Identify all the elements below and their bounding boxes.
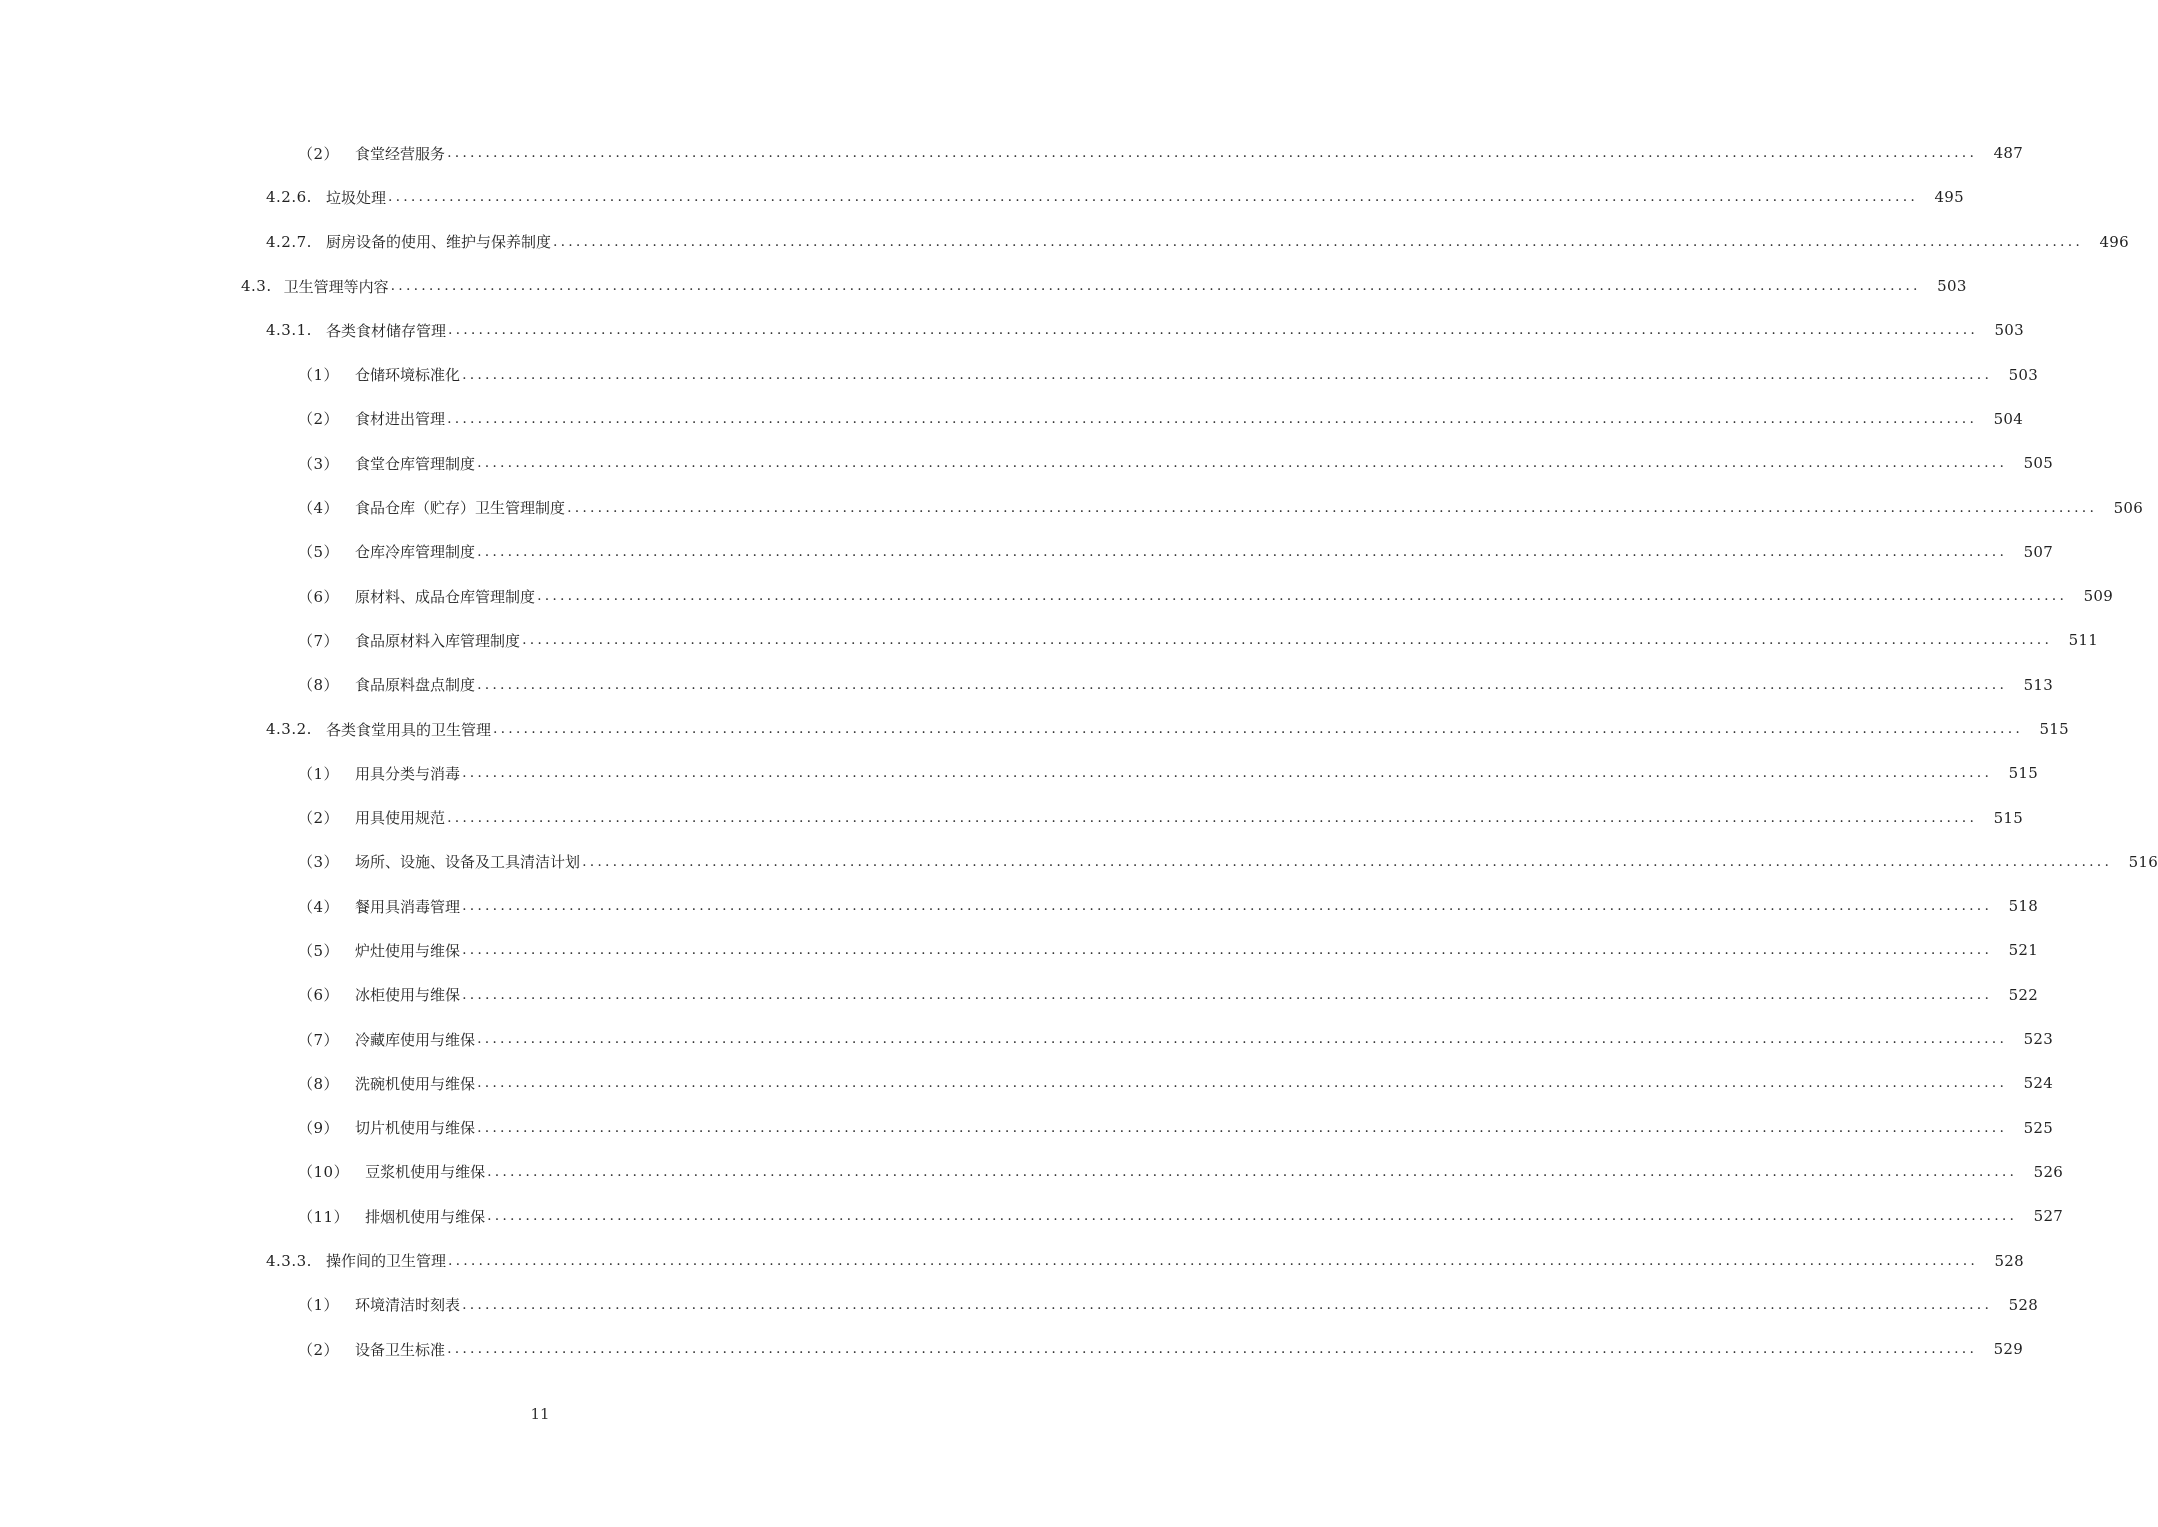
dot-leader: ........................................................................................................................................................................................................: [462, 942, 1993, 959]
toc-entry-page: 503: [1994, 321, 2024, 340]
toc-entry-number: 4.2.6.: [266, 188, 312, 207]
toc-entry-title: 餐用具消毒管理: [355, 897, 461, 916]
dot-leader: ........................................................................................................................................................................................................: [387, 189, 1918, 206]
toc-entry-number: （5）: [298, 543, 340, 562]
toc-entry-number: （3）: [298, 454, 340, 473]
toc-entry-page: 505: [2023, 454, 2054, 473]
toc-entry-title: 垃圾处理: [325, 188, 386, 207]
toc-entry[interactable]: [0, 485, 2144, 529]
toc-entry[interactable]: [0, 795, 2024, 839]
toc-entry[interactable]: [0, 1017, 2054, 1061]
toc-entry-page: 487: [1993, 144, 2024, 163]
toc-entry-number: （1）: [298, 366, 340, 385]
dot-leader: ........................................................................................................................................................................................................: [447, 809, 1978, 826]
dot-leader: ........................................................................................................................................................................................................: [462, 898, 1993, 915]
toc-entry-page: 515: [1993, 808, 2024, 827]
toc-entry-number: （11）: [298, 1207, 350, 1226]
toc-entry-title: 冰柜使用与维保: [355, 986, 461, 1005]
toc-entry-page: 529: [1993, 1340, 2024, 1359]
toc-entry[interactable]: [0, 1194, 2064, 1238]
toc-entry[interactable]: [0, 441, 2054, 485]
toc-entry-title: 用具分类与消毒: [355, 764, 461, 783]
dot-leader: ........................................................................................................................................................................................................: [522, 632, 2053, 649]
toc-entry-page: 522: [2008, 985, 2039, 1004]
toc-entry-page: 521: [2008, 941, 2039, 960]
toc-entry-number: （6）: [298, 986, 340, 1005]
toc-entry[interactable]: [0, 663, 2054, 707]
dot-leader: ........................................................................................................................................................................................................: [462, 1296, 1993, 1313]
dot-leader: ........................................................................................................................................................................................................: [477, 455, 2008, 472]
toc-entry-title: 炉灶使用与维保: [355, 941, 461, 960]
dot-leader: ........................................................................................................................................................................................................: [477, 1119, 2008, 1136]
toc-entry-number: （8）: [298, 1074, 340, 1093]
dot-leader: ........................................................................................................................................................................................................: [447, 410, 1978, 427]
dot-leader: ........................................................................................................................................................................................................: [477, 1031, 2008, 1048]
dot-leader: ........................................................................................................................................................................................................: [447, 1341, 1978, 1358]
toc-entry[interactable]: [0, 1238, 2024, 1282]
dot-leader: ........................................................................................................................................................................................................: [462, 986, 1993, 1003]
toc-entry-page: 528: [1994, 1251, 2024, 1270]
toc-entry-page: 503: [2008, 365, 2039, 384]
toc-entry[interactable]: [0, 973, 2039, 1017]
toc-entry[interactable]: [0, 220, 2129, 264]
toc-entry-number: （1）: [298, 1296, 340, 1315]
toc-entry-title: 食品原料盘点制度: [355, 676, 476, 695]
toc-entry-page: 495: [1934, 188, 1964, 207]
toc-entry-title: 卫生管理等内容: [283, 277, 389, 296]
toc-entry-number: （3）: [298, 853, 340, 872]
toc-entry-title: 用具使用规范: [355, 809, 446, 828]
toc-entry-page: 523: [2023, 1030, 2054, 1049]
toc-entry-title: 食品原材料入库管理制度: [355, 631, 521, 650]
toc-entry-page: 526: [2033, 1162, 2064, 1181]
toc-entry-number: （4）: [298, 499, 340, 518]
toc-entry[interactable]: [0, 131, 2024, 175]
toc-entry[interactable]: [0, 707, 2069, 751]
toc-entry-number: （2）: [298, 410, 340, 429]
toc-entry-page: 503: [1937, 277, 1967, 296]
toc-entry-page: 513: [2023, 675, 2054, 694]
toc-entry[interactable]: [0, 928, 2039, 972]
toc-entry-number: （6）: [298, 587, 340, 606]
toc-entry-number: 4.3.1.: [266, 321, 312, 340]
toc-entry-title: 各类食堂用具的卫生管理: [325, 720, 491, 739]
toc-entry-title: 豆浆机使用与维保: [365, 1163, 486, 1182]
toc-entry-title: 各类食材储存管理: [325, 321, 446, 340]
dot-leader: ........................................................................................................................................................................................................: [537, 588, 2068, 605]
dot-leader: ........................................................................................................................................................................................................: [477, 543, 2008, 560]
toc-entry[interactable]: [0, 840, 2158, 884]
dot-leader: ........................................................................................................................................................................................................: [567, 499, 2098, 516]
toc-entry-number: 4.2.7.: [266, 232, 312, 251]
dot-leader: ........................................................................................................................................................................................................: [477, 676, 2008, 693]
toc-entry-title: 洗碗机使用与维保: [355, 1074, 476, 1093]
page-number: 11: [530, 1405, 550, 1423]
toc-entry-title: 食材进出管理: [355, 410, 446, 429]
toc-entry[interactable]: [0, 574, 2114, 618]
toc-entry-number: （2）: [298, 809, 340, 828]
toc-entry[interactable]: [0, 1283, 2039, 1327]
toc-entry[interactable]: [0, 1061, 2054, 1105]
toc-entry[interactable]: [0, 1327, 2024, 1371]
toc-entry-page: 516: [2128, 852, 2158, 871]
toc-entry-number: （4）: [298, 897, 340, 916]
dot-leader: ........................................................................................................................................................................................................: [447, 1252, 1978, 1269]
dot-leader: ........................................................................................................................................................................................................: [487, 1208, 2018, 1225]
toc-entry-number: （1）: [298, 764, 340, 783]
toc-entry[interactable]: [0, 530, 2054, 574]
toc-entry-title: 冷藏库使用与维保: [355, 1030, 476, 1049]
toc-entry-page: 509: [2083, 587, 2114, 606]
toc-entry[interactable]: [0, 1150, 2064, 1194]
toc-entry-page: 525: [2023, 1118, 2054, 1137]
toc-entry-title: 环境清洁时刻表: [355, 1296, 461, 1315]
dot-leader: ........................................................................................................................................................................................................: [492, 721, 2023, 737]
toc-entry-page: 528: [2008, 1295, 2039, 1314]
dot-leader: ........................................................................................................................................................................................................: [462, 765, 1993, 782]
dot-leader: ........................................................................................................................................................................................................: [487, 1163, 2018, 1180]
toc-entry[interactable]: [0, 264, 1967, 308]
toc-entry-page: 515: [2008, 764, 2039, 783]
dot-leader: ........................................................................................................................................................................................................: [447, 322, 1978, 339]
toc-entry-title: 厨房设备的使用、维护与保养制度: [325, 233, 551, 252]
toc-entry-number: （7）: [298, 631, 340, 650]
toc-entry-number: （7）: [298, 1030, 340, 1049]
toc-entry-page: 506: [2113, 498, 2144, 517]
dot-leader: ........................................................................................................................................................................................................: [582, 853, 2113, 870]
toc-entry-page: 511: [2068, 631, 2099, 650]
toc-entry-number: 4.3.: [241, 277, 272, 296]
toc-entry[interactable]: [0, 884, 2039, 928]
toc-entry[interactable]: [0, 308, 2024, 352]
dot-leader: ........................................................................................................................................................................................................: [462, 366, 1993, 383]
toc-entry-number: （9）: [298, 1119, 340, 1138]
dot-leader: ........................................................................................................................................................................................................: [552, 233, 2083, 250]
toc-entry-page: 515: [2039, 720, 2069, 738]
toc-entry-page: 518: [2008, 897, 2039, 916]
dot-leader: ........................................................................................................................................................................................................: [477, 1075, 2008, 1092]
toc-entry-title: 场所、设施、设备及工具清洁计划: [355, 853, 581, 872]
toc-entry[interactable]: [0, 352, 2039, 396]
toc-entry-number: （10）: [298, 1163, 350, 1182]
dot-leader: ........................................................................................................................................................................................................: [447, 145, 1978, 162]
toc-entry-title: 食堂经营服务: [355, 144, 446, 163]
toc-entry-number: （8）: [298, 676, 340, 695]
toc-entry-title: 仓储环境标准化: [355, 366, 461, 385]
toc-entry[interactable]: [0, 397, 2024, 441]
toc-entry-page: 527: [2033, 1207, 2064, 1226]
toc-entry-title: 排烟机使用与维保: [365, 1207, 486, 1226]
toc-entry-number: （2）: [298, 144, 340, 163]
toc-entry[interactable]: [0, 175, 1964, 219]
toc-entry-title: 原材料、成品仓库管理制度: [355, 587, 536, 606]
toc-entry-page: 507: [2023, 542, 2054, 561]
toc-entry-number: （2）: [298, 1340, 340, 1359]
toc-entry-title: 食堂仓库管理制度: [355, 454, 476, 473]
toc-entry-title: 食品仓库（贮存）卫生管理制度: [355, 499, 566, 518]
toc-entry-number: （5）: [298, 941, 340, 960]
toc-entry-title: 切片机使用与维保: [355, 1119, 476, 1138]
table-of-contents: [0, 131, 2158, 1371]
toc-entry-title: 仓库冷库管理制度: [355, 543, 476, 562]
toc-entry-page: 496: [2099, 232, 2129, 251]
toc-entry[interactable]: [0, 1106, 2054, 1150]
toc-entry-number: 4.3.2.: [266, 720, 312, 738]
toc-entry-title: 设备卫生标准: [355, 1340, 446, 1359]
toc-entry-page: 504: [1993, 409, 2024, 428]
toc-entry[interactable]: [0, 751, 2039, 795]
toc-entry[interactable]: [0, 618, 2099, 662]
dot-leader: ........................................................................................................................................................................................................: [390, 278, 1921, 295]
toc-entry-title: 操作间的卫生管理: [325, 1252, 446, 1271]
toc-entry-number: 4.3.3.: [266, 1251, 312, 1270]
toc-entry-page: 524: [2023, 1074, 2054, 1093]
